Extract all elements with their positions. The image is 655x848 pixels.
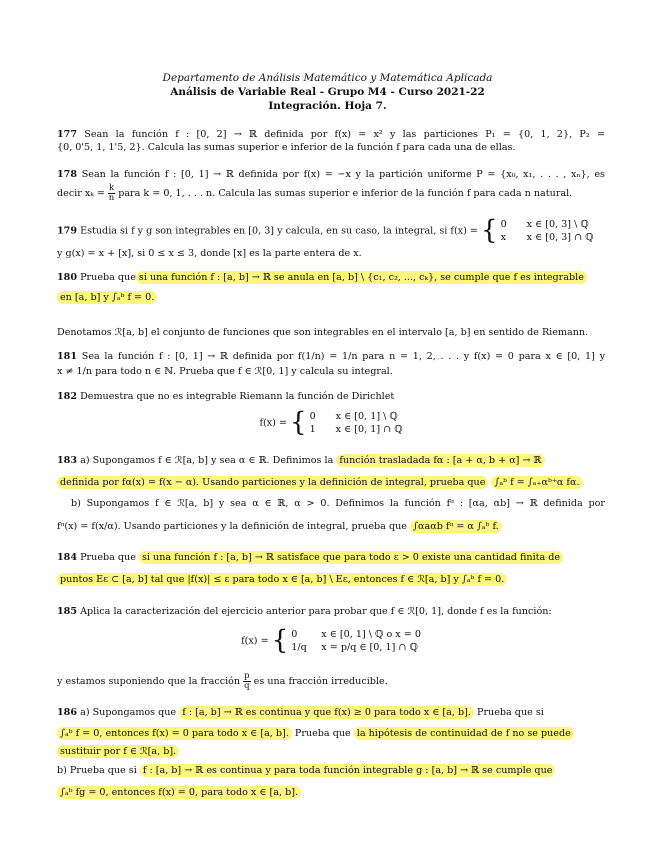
exercise-number: 183 <box>57 455 78 466</box>
exercise-text: a) Supongamos f ∈ ℛ[a, b] y sea α ∈ ℝ. Definimos la <box>80 455 334 466</box>
exercise-text: Prueba que si <box>477 707 544 718</box>
case-value: 1/q <box>291 642 307 653</box>
exercise-184-line-2 <box>57 573 605 586</box>
highlighted-formula: ∫ₐᵇ f = ∫ₐ₊αᵇ⁺α fα. <box>491 476 582 489</box>
exercise-183-a-line-2 <box>57 476 605 489</box>
exercise-number: 179 <box>57 225 78 237</box>
highlighted-text: definida por fα(x) = f(x − α). Usando particiones y la definición de integral, prueba que <box>57 476 488 489</box>
piecewise-cases <box>501 218 594 244</box>
exercise-177-line-2: {0, 0'5, 1, 1'5, 2}. Calcula las sumas superior e inferior de la función f para cada una de ellas. <box>57 142 516 153</box>
exercise-181-line-2: x ≠ 1/n para todo n ∈ ℕ. Prueba que f ∈ ℛ[0, 1] y calcula su integral. <box>57 366 393 377</box>
exercise-text: a) Supongamos que <box>80 707 177 718</box>
fraction-denominator: n <box>108 193 115 203</box>
exercise-text: Sean la función f : [0, 1] → ℝ definida por f(x) = −x y la partición uniforme P = {x₀, x₁, . . . , xₙ}, es <box>81 169 605 180</box>
highlighted-text: la hipótesis de continuidad de f no se puede <box>354 727 574 740</box>
highlighted-text: sustituir por f ∈ ℛ[a, b]. <box>57 745 179 758</box>
piecewise-cases <box>291 628 421 654</box>
case-value: 0 <box>291 629 298 640</box>
exercise-178-line-1 <box>57 168 605 181</box>
case-value: 0 <box>309 411 316 422</box>
highlighted-text: puntos Eε ⊂ [a, b] tal que |f(x)| ≤ ε para todo x ∈ [a, b] \ Eε, entonces f ∈ ℛ[a, b] y ∫ₐᵇ f = 0. <box>57 573 507 586</box>
exercise-180-line-1 <box>57 271 605 284</box>
exercise-text: Prueba que <box>294 728 351 739</box>
exercise-183-b-line-1: b) Supongamos f ∈ ℛ[a, b] y sea α ∈ ℝ, α > 0. Definimos la función fᵅ : [αa, αb] → ℝ definida por <box>71 498 605 509</box>
case-condition: x ∈ [0, 3] ∩ ℚ <box>526 232 594 243</box>
exercise-text: y estamos suponiendo que la fracción <box>57 676 241 687</box>
exercise-text: Sean la función f : [0, 2] → ℝ definida por f(x) = x² y las particiones P₁ = {0, 1, 2}, P₂ = <box>84 129 605 140</box>
exercise-179-line-1 <box>57 215 605 246</box>
exercise-182-line-1 <box>57 390 605 403</box>
exercise-186-a-line-3 <box>57 745 605 758</box>
case-value: 0 <box>500 219 507 230</box>
exercise-number: 185 <box>57 606 78 617</box>
exercise-186-b-line-2 <box>57 786 605 799</box>
fraction-numerator: p <box>244 671 250 681</box>
highlighted-text: en [a, b] y ∫ₐᵇ f = 0. <box>57 291 157 304</box>
highlighted-text: ∫ₐᵇ f = 0, entonces f(x) = 0 para todo x ∈ [a, b]. <box>57 727 292 740</box>
dirichlet-function-display <box>57 407 605 438</box>
exercise-185-line-3 <box>57 672 605 691</box>
highlighted-text: función trasladada fα : [a + α, b + α] → ℝ <box>336 454 544 467</box>
exercise-text: b) Prueba que si <box>57 765 137 776</box>
exercise-179-line-2: y g(x) = x + [x], si 0 ≤ x ≤ 3, donde [x] es la parte entera de x. <box>57 248 362 259</box>
exercise-number: 180 <box>57 272 78 283</box>
left-brace: { <box>481 215 498 246</box>
exercise-text: Sea la función f : [0, 1] → ℝ definida por f(1/n) = 1/n para n = 1, 2, . . . y f(x) = 0 para x ∈ [0, 1] y <box>81 351 605 362</box>
left-brace: { <box>271 625 289 656</box>
riemann-notation-note: Denotamos ℛ[a, b] el conjunto de funciones que son integrables en el intervalo [a, b] en sentido de Riemann. <box>57 327 589 338</box>
exercise-181-line-1 <box>57 350 605 363</box>
exercise-178-line-2 <box>57 184 605 203</box>
exercise-186-a-line-2 <box>57 727 605 740</box>
sheet-title: Integración. Hoja 7. <box>268 100 387 112</box>
highlighted-text: f : [a, b] → ℝ es continua y que f(x) ≥ 0 para todo x ∈ [a, b]. <box>179 706 474 719</box>
fraction-denominator: q <box>244 681 250 691</box>
exercise-text: Estudia si f y g son integrables en [0, 3] y calcula, en su caso, la integral, si f(x) = <box>80 225 478 237</box>
function-label: f(x) = <box>259 417 287 429</box>
exercise-184-line-1 <box>57 551 605 564</box>
exercise-185-line-1 <box>57 605 605 618</box>
exercise-number: 184 <box>57 552 78 563</box>
exercise-177-line-1 <box>57 128 605 141</box>
exercise-text: Prueba que <box>80 552 136 563</box>
exercise-number: 177 <box>57 129 78 140</box>
thomae-function-display <box>57 625 605 656</box>
piecewise-cases <box>310 410 403 436</box>
exercise-text: Aplica la caracterización del ejercicio anterior para probar que f ∈ ℛ[0, 1], donde f es la función: <box>80 606 552 617</box>
exercise-number: 178 <box>57 169 78 180</box>
department-header: Departamento de Análisis Matemático y Matemática Aplicada <box>162 72 493 84</box>
exercise-number: 181 <box>57 351 78 362</box>
case-condition: x ∈ [0, 1] \ ℚ <box>335 411 398 422</box>
case-condition: x = p/q ∈ [0, 1] ∩ ℚ <box>321 642 418 653</box>
exercise-text: es una fracción irreducible. <box>253 676 388 687</box>
fraction-p-over-q <box>243 672 250 691</box>
exercise-text: Demuestra que no es integrable Riemann la función de Dirichlet <box>80 391 395 402</box>
exercise-183-b-line-2 <box>57 520 605 533</box>
fraction-numerator: k <box>108 183 115 193</box>
fraction-k-over-n <box>108 184 115 203</box>
highlighted-text: f : [a, b] → ℝ es continua y para toda función integrable g : [a, b] → ℝ se cumple que <box>140 764 556 777</box>
exercise-183-a-line-1 <box>57 454 605 467</box>
exercise-number: 186 <box>57 707 78 718</box>
case-condition: x ∈ [0, 1] \ ℚ o x = 0 <box>321 629 421 640</box>
highlighted-text: si una función f : [a, b] → ℝ satisface que para todo ε > 0 existe una cantidad finita de <box>139 551 563 564</box>
highlighted-formula: ∫αaαb fᵅ = α ∫ₐᵇ f. <box>410 520 502 533</box>
case-condition: x ∈ [0, 3] \ ℚ <box>526 219 589 230</box>
function-label: f(x) = <box>241 635 269 647</box>
case-value: 1 <box>309 424 316 435</box>
exercise-text: fᵅ(x) = f(x/α). Usando particiones y la definición de integral, prueba que <box>57 521 407 532</box>
exercise-186-b-line-1 <box>57 764 605 777</box>
left-brace: { <box>290 407 307 438</box>
course-header: Análisis de Variable Real - Grupo M4 - Curso 2021-22 <box>170 86 485 98</box>
case-value: x <box>500 232 507 243</box>
exercise-text: Prueba que <box>80 272 136 283</box>
case-condition: x ∈ [0, 1] ∩ ℚ <box>335 424 403 435</box>
highlighted-text: si una función f : [a, b] → ℝ se anula en [a, b] \ {c₁, c₂, ..., cₖ}, se cumple que f es integrable <box>136 271 587 284</box>
exercise-180-line-2 <box>57 291 605 304</box>
highlighted-text: ∫ₐᵇ fg = 0, entonces f(x) = 0, para todo x ∈ [a, b]. <box>57 786 301 799</box>
exercise-text: decir xₖ = <box>57 188 105 199</box>
exercise-number: 182 <box>57 391 78 402</box>
exercise-text: para k = 0, 1, . . . n. Calcula las sumas superior e inferior de la función f para cada n natural. <box>118 188 573 199</box>
exercise-186-a-line-1 <box>57 706 605 719</box>
